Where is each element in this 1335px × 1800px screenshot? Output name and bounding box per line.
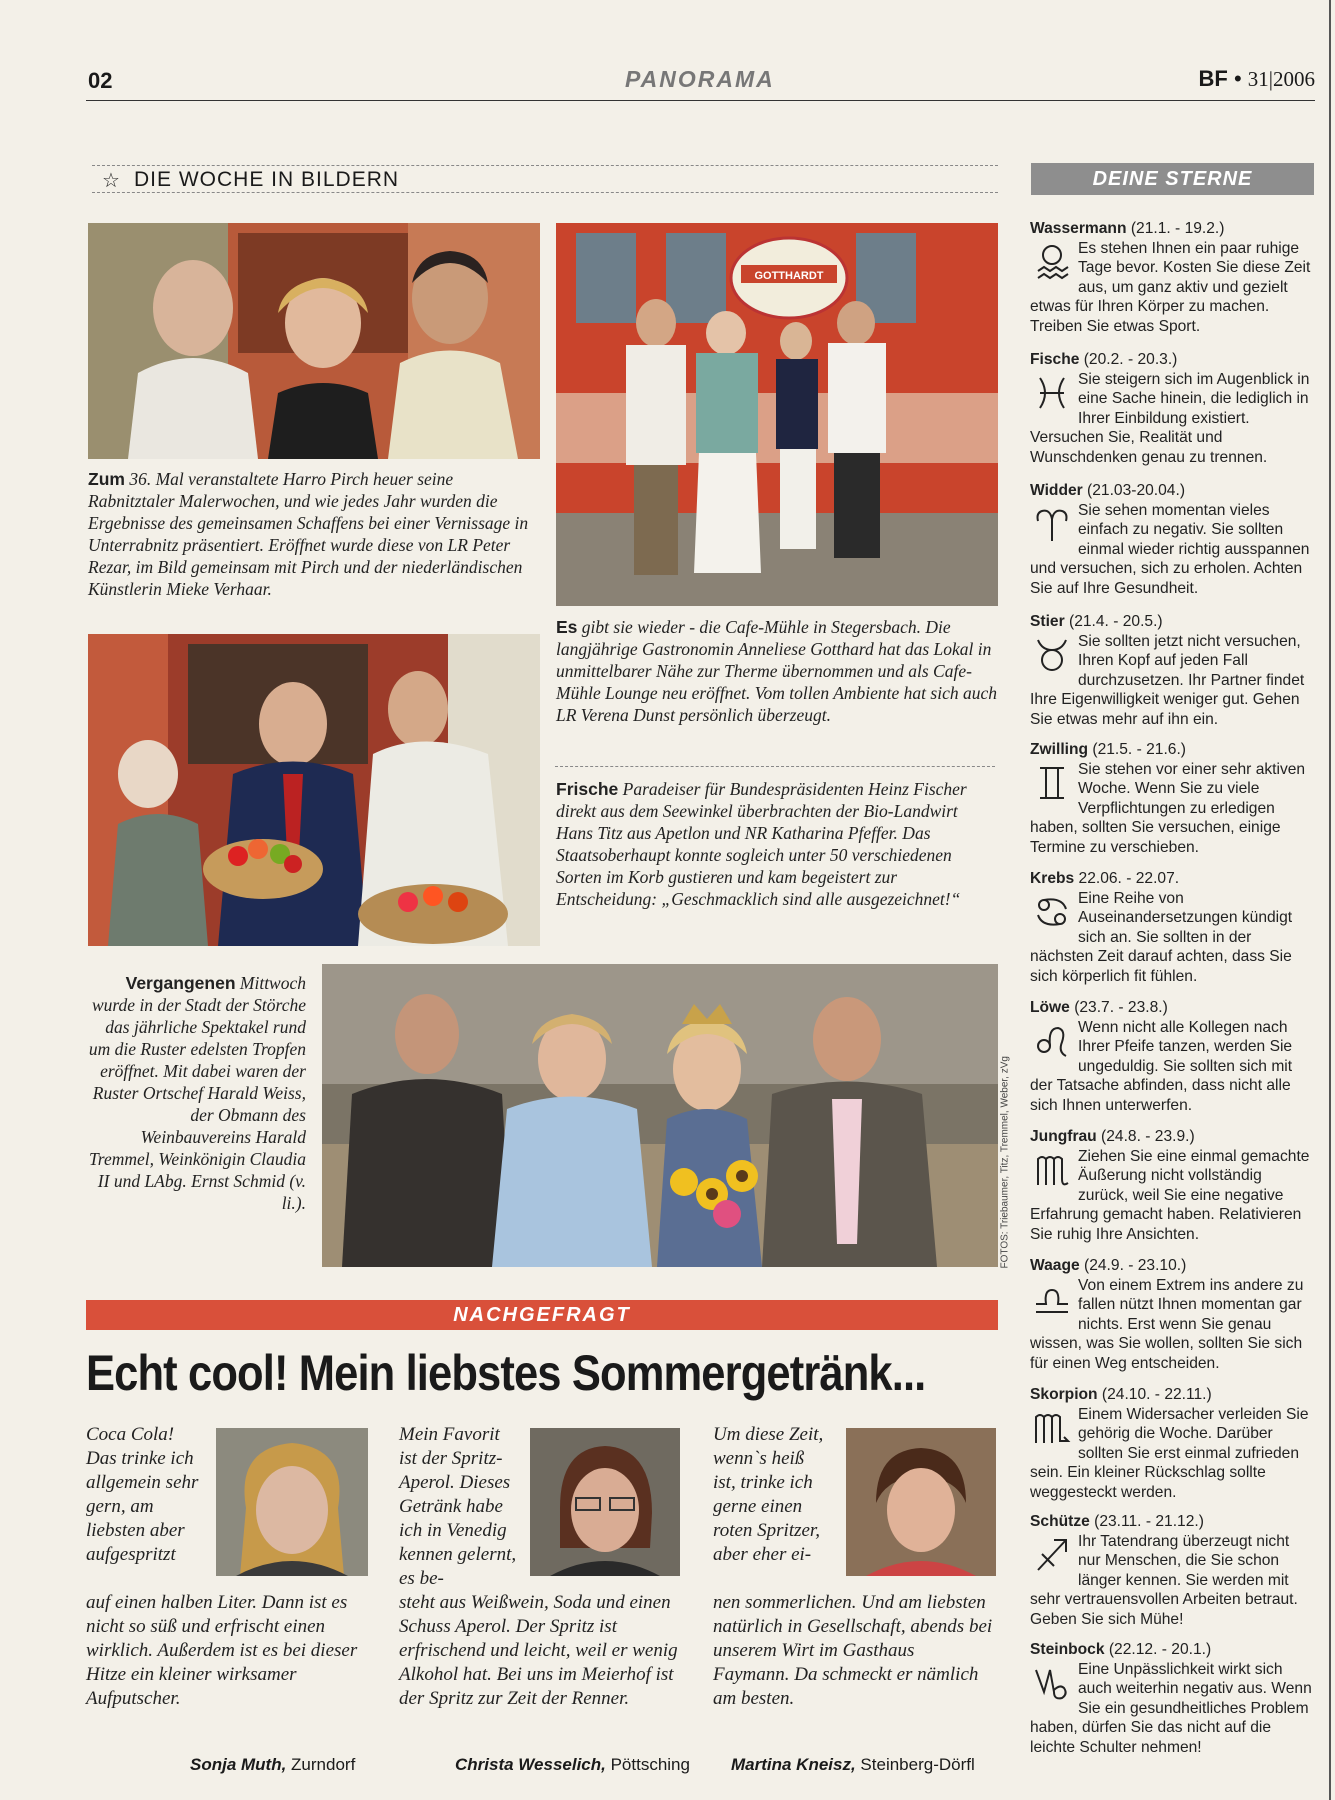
- sign-name: Steinbock: [1030, 1641, 1105, 1658]
- sign-dates: (24.10. - 22.11.): [1097, 1386, 1212, 1403]
- sign-text: Sie stehen vor einer sehr aktiven Woche. Wenn Sie zu viele Verpflichtungen zu erledigen haben, sollten Sie versuchen, einige Termine zu verschieben.: [1030, 760, 1306, 856]
- person-name: Sonja Muth,: [190, 1755, 287, 1774]
- sign-dates: (21.03-20.04.): [1082, 482, 1186, 499]
- caption-lead: Es: [556, 617, 578, 637]
- sign-heading: [1030, 1512, 1316, 1532]
- horoscope-schuetze: [1030, 1512, 1316, 1630]
- sign-heading: [1030, 350, 1316, 370]
- caption-text: Paradeiser für Bundespräsidenten Heinz Fischer direkt aus dem Seewinkel überbrachten der Bio-Landwirt Hans Titz aus Apetlon und NR Katharina Pfeffer. Das Staatsoberhaupt konnte sogleich unter 50 verschiedenen Sorten im Korb gustieren und kam begeistert zur Entscheidung: „Geschmacklich sind alle ausgezeichnet!“: [556, 779, 967, 909]
- gemini-icon: [1032, 762, 1072, 804]
- sign-text: Von einem Extrem ins andere zu fallen nützt Ihnen momentan gar nichts. Erst wenn Sie genau wissen, was Sie wollen, sollten Sie sich für einen Weg entscheiden.: [1030, 1276, 1304, 1372]
- horoscope-waage: [1030, 1256, 1316, 1374]
- sign-name: Löwe: [1030, 999, 1070, 1016]
- vox-1-name: [190, 1755, 355, 1775]
- sign-text: Es stehen Ihnen ein paar ruhige Tage bevor. Kosten Sie diese Zeit aus, um ganz aktiv und gezielt etwas für Ihren Körper zu machen. Treiben Sie etwas Sport.: [1030, 239, 1311, 335]
- sign-name: Jungfrau: [1030, 1128, 1097, 1145]
- caption-cafe: [556, 616, 998, 726]
- sign-heading: [1030, 1127, 1316, 1147]
- horoscope-fische: [1030, 350, 1316, 468]
- vox-2-text-bottom: steht aus Weißwein, Soda und einen Schuss Aperol. Der Spritz ist erfrischend und leicht, weil er wenig Alkohol hat. Bei uns im Meierhof ist der Spritz zur Zeit der Renner.: [399, 1592, 678, 1709]
- person-name: Martina Kneisz,: [731, 1755, 856, 1774]
- sign-heading: [1030, 1256, 1316, 1276]
- sign-dates: (21.4. - 20.5.): [1064, 613, 1163, 630]
- sign-name: Zwilling: [1030, 741, 1089, 758]
- sign-heading: [1030, 869, 1316, 889]
- horoscope-widder: [1030, 481, 1316, 599]
- cafe-sign-text: GOTTHARDT: [754, 270, 824, 282]
- vox-3-name: [731, 1755, 975, 1775]
- caption-rust: [88, 972, 306, 1214]
- sign-text: Ziehen Sie eine einmal gemachte Äußerung nicht vollständig zurück, weil Sie eine negative Erfahrung gemacht haben. Relativieren Sie ruhig Ihre Ansichten.: [1030, 1147, 1310, 1243]
- issue-number: 31|2006: [1247, 67, 1315, 91]
- sign-dates: (20.2. - 20.3.): [1079, 351, 1178, 368]
- horoscope-loewe: [1030, 998, 1316, 1116]
- photo-cafe-muehle: [556, 223, 998, 606]
- photo-credit: [998, 1058, 1014, 1268]
- sign-heading: [1030, 998, 1316, 1018]
- sign-heading: [1030, 1385, 1316, 1405]
- sign-dates: (22.12. - 20.1.): [1104, 1641, 1212, 1658]
- sign-text: Sie steigern sich im Augenblick in eine Sache hinein, die lediglich in Ihrer Einbildung existiert. Versuchen Sie, Realität und Wunschdenken genau zu trennen.: [1030, 370, 1310, 466]
- caption-text: 36. Mal veranstaltete Harro Pirch heuer seine Rabnitztaler Malerwochen, und wie jedes Jahr wurden die Ergebnisse des gemeinsamen Schaffens bei einer Vernissage in Unterrabnitz präsentiert. Eröffnet wurde diese von LR Peter Rezar, im Bild gemeinsam mit Pirch und der niederländischen Künstlerin Mieke Verhaar.: [88, 469, 529, 599]
- portrait-sonja-muth: [216, 1428, 368, 1576]
- nachgefragt-label: NACHGEFRAGT: [453, 1304, 631, 1326]
- sterne-heading: [1031, 163, 1314, 195]
- vox-1-text-bottom: auf einen halben Liter. Dann ist es nicht so süß und erfrischt einen wirklich. Außerdem ist es bei dieser Hitze ein kleiner wirksamer Aufputscher.: [86, 1592, 358, 1709]
- caption-text: Mittwoch wurde in der Stadt der Störche das jährliche Spektakel rund um die Ruster edelsten Tropfen eröffnet. Mit dabei waren der Ruster Ortschef Harald Weiss, der Obmann des Weinbauvereins Harald Tremmel, Weinkönigin Claudia II und LAbg. Ernst Schmid (v. li.).: [88, 973, 306, 1213]
- vox-3-text-bottom: nen sommerlichen. Und am liebsten natürlich in Gesellschaft, abends bei unserem Wirt im Gasthaus Faymann. Da schmeckt er nämlich am besten.: [713, 1592, 993, 1709]
- sign-name: Fische: [1030, 351, 1080, 368]
- sign-text: Eine Reihe von Auseinandersetzungen kündigt sich an. Sie sollten in der nächsten Zeit darauf achten, dass Sie sich körperlich fit fühlen.: [1030, 889, 1293, 985]
- taurus-icon: [1032, 634, 1072, 676]
- horoscope-skorpion: [1030, 1385, 1316, 1503]
- caption-divider: [555, 766, 995, 767]
- photo-rust: [322, 964, 998, 1267]
- brand-name: BF: [1198, 66, 1228, 91]
- sign-text: Ihr Tatendrang überzeugt nicht nur Menschen, die Sie schon länger kennen. Sie werden mit sehr vertrauensvollen Arbeiten betraut. Geben Sie sich Mühe!: [1030, 1532, 1298, 1628]
- header-rule: [86, 100, 1315, 101]
- photo-malerwochen: [88, 223, 540, 459]
- sign-dates: (21.1. - 19.2.): [1126, 220, 1225, 237]
- sign-dates: (23.11. - 21.12.): [1089, 1513, 1204, 1530]
- page-edge: [1329, 0, 1331, 1800]
- sign-name: Wassermann: [1030, 220, 1127, 237]
- portrait-christa-wesselich: [530, 1428, 680, 1576]
- sign-heading: [1030, 612, 1316, 632]
- aquarius-icon: [1032, 241, 1072, 283]
- sign-name: Waage: [1030, 1257, 1080, 1274]
- caption-lead: Frische: [556, 779, 619, 799]
- sign-name: Krebs: [1030, 870, 1075, 887]
- sign-name: Skorpion: [1030, 1386, 1098, 1403]
- vox-1-text-top: Coca Cola! Das trinke ich allgemein sehr gern, am liebsten aber aufgespritzt: [86, 1424, 199, 1565]
- sign-text: Sie sehen momentan vieles einfach zu negativ. Sie sollten einmal wieder richtig ausspannen und versuchen, sich zu erholen. Achten Sie auf Ihre Gesundheit.: [1030, 501, 1310, 597]
- person-place: Zurndorf: [286, 1755, 356, 1774]
- photo-paradeiser: [88, 634, 540, 946]
- nachgefragt-bar: [86, 1300, 998, 1330]
- sign-dates: 22.06. - 22.07.: [1074, 870, 1180, 887]
- caption-text: gibt sie wieder - die Cafe-Mühle in Stegersbach. Die langjährige Gastronomin Anneliese Gotthard hat das Lokal in unmittelbarer Nähe zur Therme übernommen und als Cafe-Mühle Lounge neu eröffnet. Vom tollen Ambiente hat sich auch LR Verena Dunst persönlich überzeugt.: [556, 617, 997, 725]
- person-place: Pöttsching: [605, 1755, 690, 1774]
- cancer-icon: [1032, 891, 1072, 933]
- sign-heading: [1030, 481, 1316, 501]
- horoscope-zwilling: [1030, 740, 1316, 858]
- caption-malerwochen: [88, 468, 538, 600]
- sign-text: Sie sollten jetzt nicht versuchen, Ihren Kopf auf jeden Fall durchzusetzen. Ihr Partner findet Ihre Eigenwilligkeit weniger gut. Gehen Sie etwas mehr auf ihn ein.: [1030, 632, 1305, 728]
- horoscope-stier: [1030, 612, 1316, 730]
- aries-icon: [1032, 503, 1072, 545]
- woche-heading: [92, 165, 998, 193]
- capricorn-icon: [1032, 1662, 1072, 1704]
- pisces-icon: [1032, 372, 1072, 414]
- sign-heading: [1030, 740, 1316, 760]
- person-place: Steinberg-Dörfl: [855, 1755, 975, 1774]
- horoscope-steinbock: [1030, 1640, 1316, 1758]
- section-label: PANORAMA: [625, 66, 775, 92]
- sign-dates: (24.9. - 23.10.): [1079, 1257, 1187, 1274]
- vox-3-text-top: Um diese Zeit, wenn`s heiß ist, trinke ich gerne einen roten Spritzer, aber eher ei-: [713, 1424, 824, 1565]
- sign-text: Wenn nicht alle Kollegen nach Ihrer Pfeife tanzen, werden Sie ungeduldig. Sie sollten sich mit der Tatsache abfinden, dass nicht alle sich Ihnen unterwerfen.: [1030, 1018, 1293, 1114]
- scorpio-icon: [1032, 1407, 1072, 1449]
- virgo-icon: [1032, 1149, 1072, 1191]
- vox-2-name: [455, 1755, 690, 1775]
- sign-name: Stier: [1030, 613, 1065, 630]
- person-name: Christa Wesselich,: [455, 1755, 606, 1774]
- caption-lead: Vergangenen: [125, 973, 236, 993]
- horoscope-wassermann: [1030, 219, 1316, 337]
- sign-name: Schütze: [1030, 1513, 1090, 1530]
- sign-dates: (23.7. - 23.8.): [1069, 999, 1168, 1016]
- masthead-separator: •: [1233, 66, 1242, 91]
- libra-icon: [1032, 1278, 1072, 1320]
- horoscope-krebs: [1030, 869, 1316, 987]
- sign-heading: [1030, 1640, 1316, 1660]
- caption-paradeiser: [556, 778, 998, 910]
- sign-name: Widder: [1030, 482, 1083, 499]
- nachgefragt-headline: Echt cool! Mein liebstes Sommergetränk...: [86, 1345, 926, 1401]
- photo-credit-text: FOTOS: Triebaumer, Titz, Tremmel, Weber, zVg: [999, 1056, 1011, 1269]
- woche-title: DIE WOCHE IN BILDERN: [134, 168, 400, 191]
- sagittarius-icon: [1032, 1534, 1072, 1576]
- leo-icon: [1032, 1020, 1072, 1062]
- star-icon: ☆: [102, 170, 120, 192]
- sign-text: Einem Widersacher verleiden Sie gehörig die Woche. Darüber sollten Sie erst einmal zufrieden sein. Ein kleiner Rückschlag sollte weggesteckt werden.: [1030, 1405, 1309, 1501]
- sign-text: Eine Unpässlichkeit wirkt sich auch weiterhin negativ aus. Wenn Sie ein gesundheitliches Problem haben, dürfen Sie das nicht auf die leichte Schulter nehmen!: [1030, 1660, 1312, 1756]
- portrait-martina-kneisz: [846, 1428, 996, 1576]
- sterne-title: DEINE STERNE: [1092, 168, 1253, 190]
- sign-heading: [1030, 219, 1316, 239]
- masthead: [1199, 66, 1316, 92]
- sign-dates: (24.8. - 23.9.): [1096, 1128, 1195, 1145]
- vox-2-text-top: Mein Favorit ist der Spritz-Aperol. Dieses Getränk habe ich in Venedig kennen gelernt, es be-: [399, 1424, 517, 1589]
- page-number: 02: [88, 68, 113, 93]
- sign-dates: (21.5. - 21.6.): [1088, 741, 1186, 758]
- horoscope-jungfrau: [1030, 1127, 1316, 1245]
- caption-lead: Zum: [88, 469, 125, 489]
